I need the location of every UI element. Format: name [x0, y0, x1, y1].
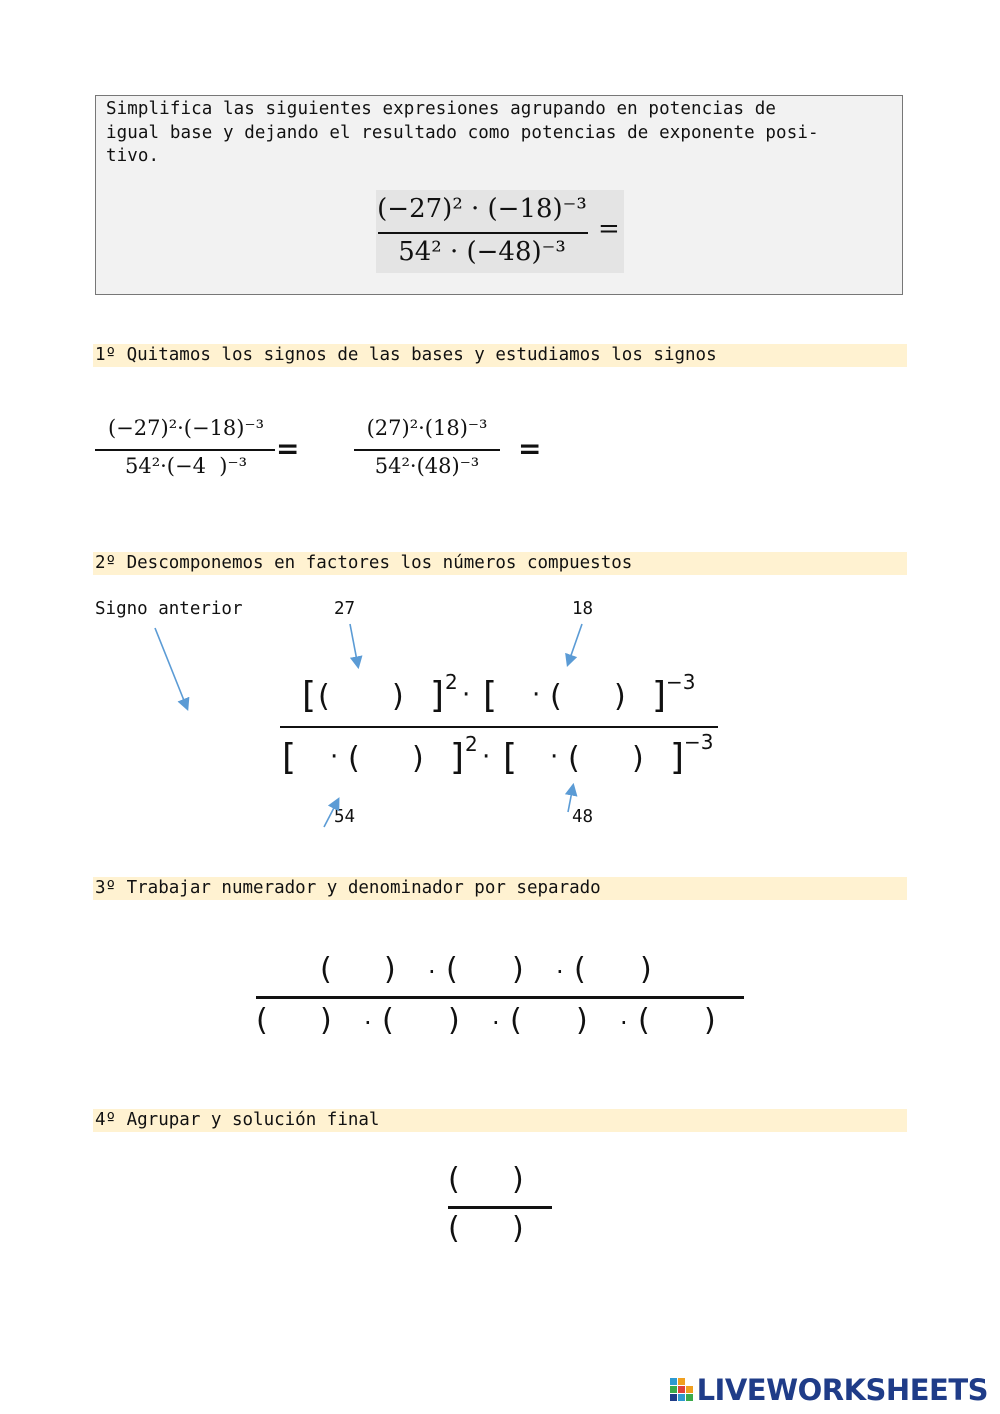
final-den-paren-open: (	[448, 1211, 460, 1246]
label-18: 18	[572, 599, 594, 619]
main-expression-denominator: 54² · (−48)⁻³	[398, 237, 566, 267]
s3-den-exp-1[interactable]	[336, 1002, 362, 1020]
logo-text: LIVEWORKSHEETS	[696, 1373, 988, 1407]
den-close-paren-1: )	[412, 741, 424, 776]
step-1-right-numerator: (27)²·(18)⁻³	[366, 416, 488, 440]
decomposition-fraction	[280, 668, 720, 792]
s3-num-input-3[interactable]	[590, 956, 636, 988]
decomposition-fraction-bar	[280, 726, 718, 728]
den-open-paren-2: (	[568, 741, 580, 776]
final-den-paren-close: )	[512, 1211, 524, 1246]
num-input-exp-27[interactable]	[410, 684, 430, 718]
arrow-18	[568, 624, 582, 664]
main-expression-equals: =	[598, 214, 620, 244]
num-exponent-2: −3	[666, 670, 696, 694]
step-4-header: 4º Agrupar y solución final	[93, 1109, 907, 1132]
separated-fraction	[256, 952, 744, 1044]
s3-num-paren-open-1: (	[320, 952, 332, 987]
s3-den-dot-2: ·	[492, 1009, 500, 1037]
den-dot-2: ·	[482, 742, 491, 772]
final-den-input[interactable]	[464, 1215, 510, 1247]
den-input-factor-54[interactable]	[300, 746, 330, 780]
s3-num-dot-1: ·	[428, 958, 436, 986]
final-num-paren-close: )	[512, 1162, 524, 1197]
step-1-left-denominator[interactable]: 54²·(−4 )⁻³	[124, 454, 247, 478]
num-input-base-18[interactable]	[570, 684, 614, 718]
den-close-bracket-1: ]	[450, 737, 465, 778]
s3-num-paren-open-3: (	[574, 952, 586, 987]
den-input-factor-48[interactable]	[520, 746, 550, 780]
label-54: 54	[334, 807, 356, 827]
arrow-54	[324, 800, 338, 827]
num-input-factor-18[interactable]	[500, 684, 530, 718]
s3-den-paren-close-4: )	[704, 1003, 716, 1038]
final-num-input[interactable]	[464, 1166, 510, 1198]
step-1-equals-1: =	[276, 432, 300, 465]
s3-den-paren-open-1: (	[256, 1003, 268, 1038]
den-open-bracket-1: [	[282, 737, 297, 778]
den-close-paren-2: )	[632, 741, 644, 776]
den-exponent-2: −3	[684, 730, 714, 754]
den-dot-3: ·	[550, 742, 559, 772]
s3-den-exp-4[interactable]	[720, 1002, 742, 1020]
s3-den-exp-3[interactable]	[592, 1002, 618, 1020]
num-dot-2: ·	[532, 680, 541, 710]
s3-den-input-4[interactable]	[654, 1007, 700, 1039]
s3-num-paren-close-1: )	[384, 952, 396, 987]
num-close-bracket-2: ]	[652, 675, 667, 716]
s3-den-paren-close-1: )	[320, 1003, 332, 1038]
s3-den-paren-open-2: (	[382, 1003, 394, 1038]
s3-num-exp-3[interactable]	[656, 952, 682, 970]
final-num-exp[interactable]	[526, 1162, 550, 1180]
sign-label: Signo anterior	[95, 599, 243, 619]
den-input-exp-54[interactable]	[430, 746, 450, 780]
s3-den-exp-2[interactable]	[464, 1002, 490, 1020]
den-close-bracket-2: ]	[670, 737, 685, 778]
num-open-bracket-2: [	[483, 675, 498, 716]
num-exponent-1: 2	[445, 670, 458, 694]
den-open-paren-1: (	[348, 741, 360, 776]
num-close-bracket-1: ]	[430, 675, 445, 716]
arrow-27	[350, 624, 358, 666]
step-3-header: 3º Trabajar numerador y denominador por separado	[93, 877, 907, 900]
final-num-paren-open: (	[448, 1162, 460, 1197]
s3-num-dot-2: ·	[556, 958, 564, 986]
s3-num-paren-close-3: )	[640, 952, 652, 987]
step-1-right-denominator: 54²·(48)⁻³	[374, 454, 480, 478]
s3-den-dot-1: ·	[364, 1009, 372, 1037]
num-dot-1: ·	[462, 680, 471, 710]
s3-num-input-2[interactable]	[462, 956, 508, 988]
s3-num-exp-1[interactable]	[400, 952, 426, 970]
s3-den-paren-close-3: )	[576, 1003, 588, 1038]
s3-num-paren-close-2: )	[512, 952, 524, 987]
label-27: 27	[334, 599, 356, 619]
final-fraction-bar	[448, 1206, 552, 1209]
s3-den-paren-open-3: (	[510, 1003, 522, 1038]
num-open-paren-1: (	[318, 679, 330, 714]
separated-fraction-bar	[256, 996, 744, 999]
num-open-bracket-1: [	[302, 675, 317, 716]
s3-den-paren-open-4: (	[638, 1003, 650, 1038]
den-input-base-48[interactable]	[588, 746, 632, 780]
arrow-sign	[155, 628, 187, 708]
step-1-left-numerator: (−27)²·(−18)⁻³	[107, 416, 264, 440]
logo-icon	[670, 1378, 694, 1402]
num-input-base-27[interactable]	[340, 684, 392, 718]
s3-num-paren-open-2: (	[446, 952, 458, 987]
den-dot-1: ·	[330, 742, 339, 772]
num-open-paren-2: (	[550, 679, 562, 714]
s3-den-input-1[interactable]	[272, 1007, 318, 1039]
step-1-header: 1º Quitamos los signos de las bases y estudiamos los signos	[93, 344, 907, 367]
main-expression-numerator: (−27)² · (−18)⁻³	[377, 194, 587, 224]
num-close-paren-1: )	[392, 679, 404, 714]
instruction-line-2: igual base y dejando el resultado como potencias de exponente posi-	[106, 122, 819, 143]
den-input-exp-48[interactable]	[650, 746, 670, 780]
instruction-line-1: Simplifica las siguientes expresiones agrupando en potencias de	[106, 99, 777, 119]
step-1-equals-2: =	[518, 432, 542, 465]
liveworksheets-logo	[670, 1373, 988, 1407]
num-input-exp-18[interactable]	[632, 684, 652, 718]
s3-den-input-2[interactable]	[398, 1007, 444, 1039]
step-2-header: 2º Descomponemos en factores los números compuestos	[93, 552, 907, 575]
s3-num-exp-2[interactable]	[528, 952, 554, 970]
final-fraction	[446, 1162, 552, 1256]
den-input-base-54[interactable]	[368, 746, 412, 780]
s3-den-dot-3: ·	[620, 1009, 628, 1037]
instruction-line-3: tivo.	[106, 146, 160, 166]
den-open-bracket-2: [	[503, 737, 518, 778]
den-exponent-1: 2	[465, 732, 478, 756]
label-48: 48	[572, 807, 594, 827]
s3-num-input-1[interactable]	[336, 956, 382, 988]
num-close-paren-2: )	[614, 679, 626, 714]
final-den-exp[interactable]	[526, 1210, 550, 1228]
s3-den-paren-close-2: )	[448, 1003, 460, 1038]
s3-den-input-3[interactable]	[526, 1007, 572, 1039]
